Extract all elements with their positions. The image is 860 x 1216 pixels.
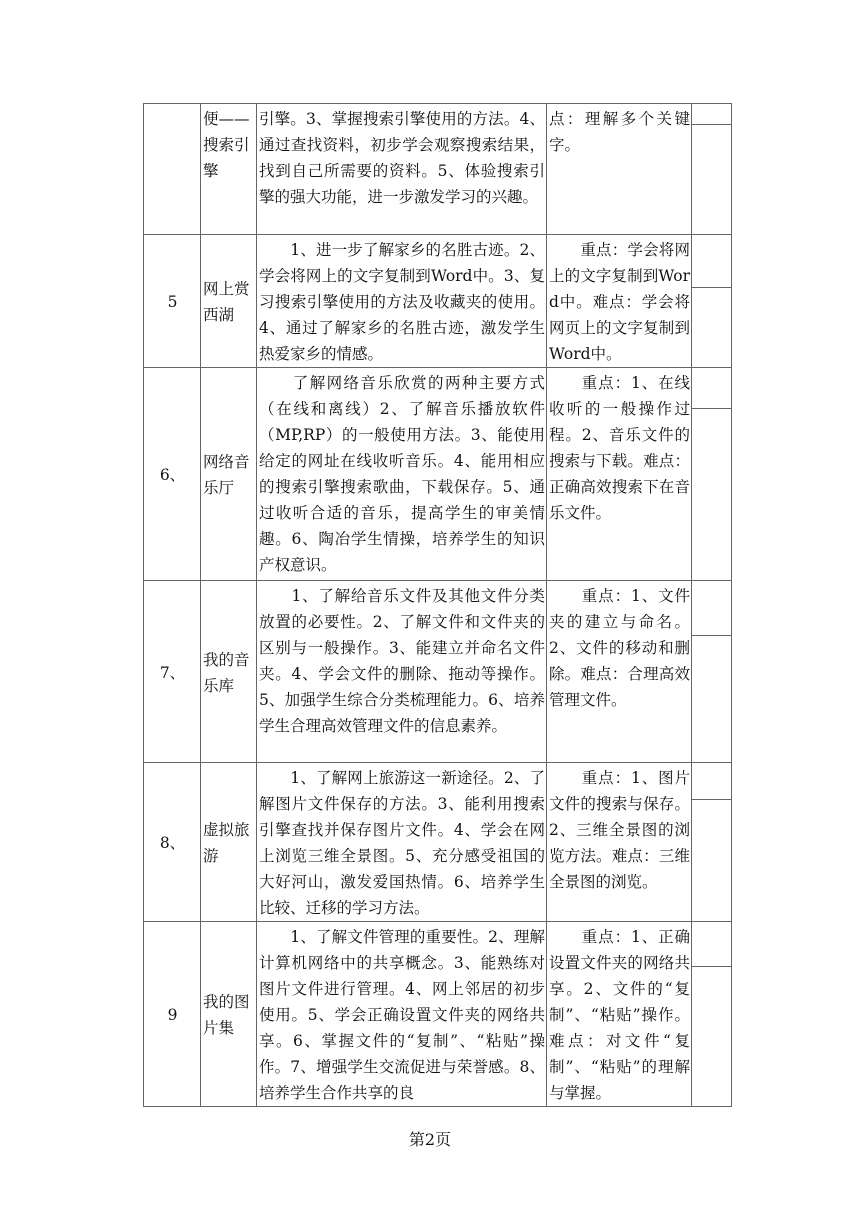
lesson-number-cell: 6、 [144, 368, 201, 581]
cell-divider [692, 287, 731, 288]
remarks-cell [692, 104, 732, 235]
remarks-cell [692, 368, 732, 581]
remarks-cell [692, 235, 732, 368]
remarks-cell [692, 581, 732, 763]
cell-divider [692, 799, 731, 800]
table-row [144, 922, 732, 1107]
cell-divider [692, 124, 731, 125]
lesson-title-cell: 我的音乐库 [201, 581, 257, 763]
lesson-objectives-cell: 1、了解文件管理的重要性。2、理解计算机网络中的共享概念。3、能熟练对图片文件进行管理。4、网上邻居的初步使用。5、学会正确设置文件夹的网络共享。6、掌握文件的“复制”、“粘贴”操作。7、增强学生交流促进与荣誉感。8、培养学生合作共享的良 [257, 922, 547, 1107]
cell-divider [692, 408, 731, 409]
table-row [144, 368, 732, 581]
remarks-cell [692, 763, 732, 922]
lesson-plan-table [143, 103, 732, 1107]
page-number: 第2页 [408, 1130, 452, 1149]
lesson-keypoints-cell: 重点：1、图片文件的搜索与保存。2、三维全景图的浏览方法。难点：三维全景图的浏览。 [547, 763, 692, 922]
lesson-title-cell: 虚拟旅游 [201, 763, 257, 922]
lesson-objectives-cell: 引擎。3、掌握搜索引擎使用的方法。4、通过查找资料，初步学会观察搜索结果，找到自己所需要的资料。5、体验搜索引擎的强大功能，进一步激发学习的兴趣。 [257, 104, 547, 235]
lesson-objectives-cell: 了解网络音乐欣赏的两种主要方式（在线和离线）2、了解音乐播放软件（MP,RP）的一般使用方法。3、能使用给定的网址在线收听音乐。4、能用相应的搜索引擎搜索歌曲，下载保存。5、通过收听合适的音乐，提高学生的审美情趣。6、陶冶学生情操，培养学生的知识产权意识。 [257, 368, 547, 581]
lesson-number-cell: 8、 [144, 763, 201, 922]
remarks-cell [692, 922, 732, 1107]
lesson-objectives-cell: 1、了解给音乐文件及其他文件分类放置的必要性。2、了解文件和文件夹的区别与一般操作。3、能建立并命名文件夹。4、学会文件的删除、拖动等操作。5、加强学生综合分类梳理能力。6、培养学生合理高效管理文件的信息素养。 [257, 581, 547, 763]
lesson-title-cell: 网络音乐厅 [201, 368, 257, 581]
lesson-title-cell: 我的图片集 [201, 922, 257, 1107]
lesson-keypoints-cell: 点：理解多个关键字。 [547, 104, 692, 235]
lesson-objectives-cell: 1、进一步了解家乡的名胜古迹。2、学会将网上的文字复制到Word中。3、复习搜索引擎使用的方法及收藏夹的使用。4、通过了解家乡的名胜古迹，激发学生热爱家乡的情感。 [257, 235, 547, 368]
table-row [144, 235, 732, 368]
lesson-number-cell: 5 [144, 235, 201, 368]
lesson-keypoints-cell: 重点：1、正确设置文件夹的网络共享。2、文件的“复制”、“粘贴”操作。难点：对文件“复制”、“粘贴”的理解与掌握。 [547, 922, 692, 1107]
lesson-title-cell: 便——搜索引擎 [201, 104, 257, 235]
lesson-number-cell [144, 104, 201, 235]
table-row [144, 763, 732, 922]
lesson-title-cell: 网上赏西湖 [201, 235, 257, 368]
cell-divider [692, 635, 731, 636]
lesson-objectives-cell: 1、了解网上旅游这一新途径。2、了解图片文件保存的方法。3、能利用搜索引擎查找并保存图片文件。4、学会在网上浏览三维全景图。5、充分感受祖国的大好河山，激发爱国热情。6、培养学生比较、迁移的学习方法。 [257, 763, 547, 922]
lesson-number-cell: 7、 [144, 581, 201, 763]
lesson-keypoints-cell: 重点：1、文件夹的建立与命名。2、文件的移动和删除。难点：合理高效管理文件。 [547, 581, 692, 763]
cell-divider [692, 966, 731, 967]
lesson-keypoints-cell: 重点：1、在线收听的一般操作过程。2、音乐文件的搜索与下载。难点：正确高效搜索下在音乐文件。 [547, 368, 692, 581]
table-row [144, 581, 732, 763]
table-row [144, 104, 732, 235]
lesson-keypoints-cell: 重点：学会将网上的文字复制到Word中。难点：学会将网页上的文字复制到Word中。 [547, 235, 692, 368]
lesson-number-cell: 9 [144, 922, 201, 1107]
